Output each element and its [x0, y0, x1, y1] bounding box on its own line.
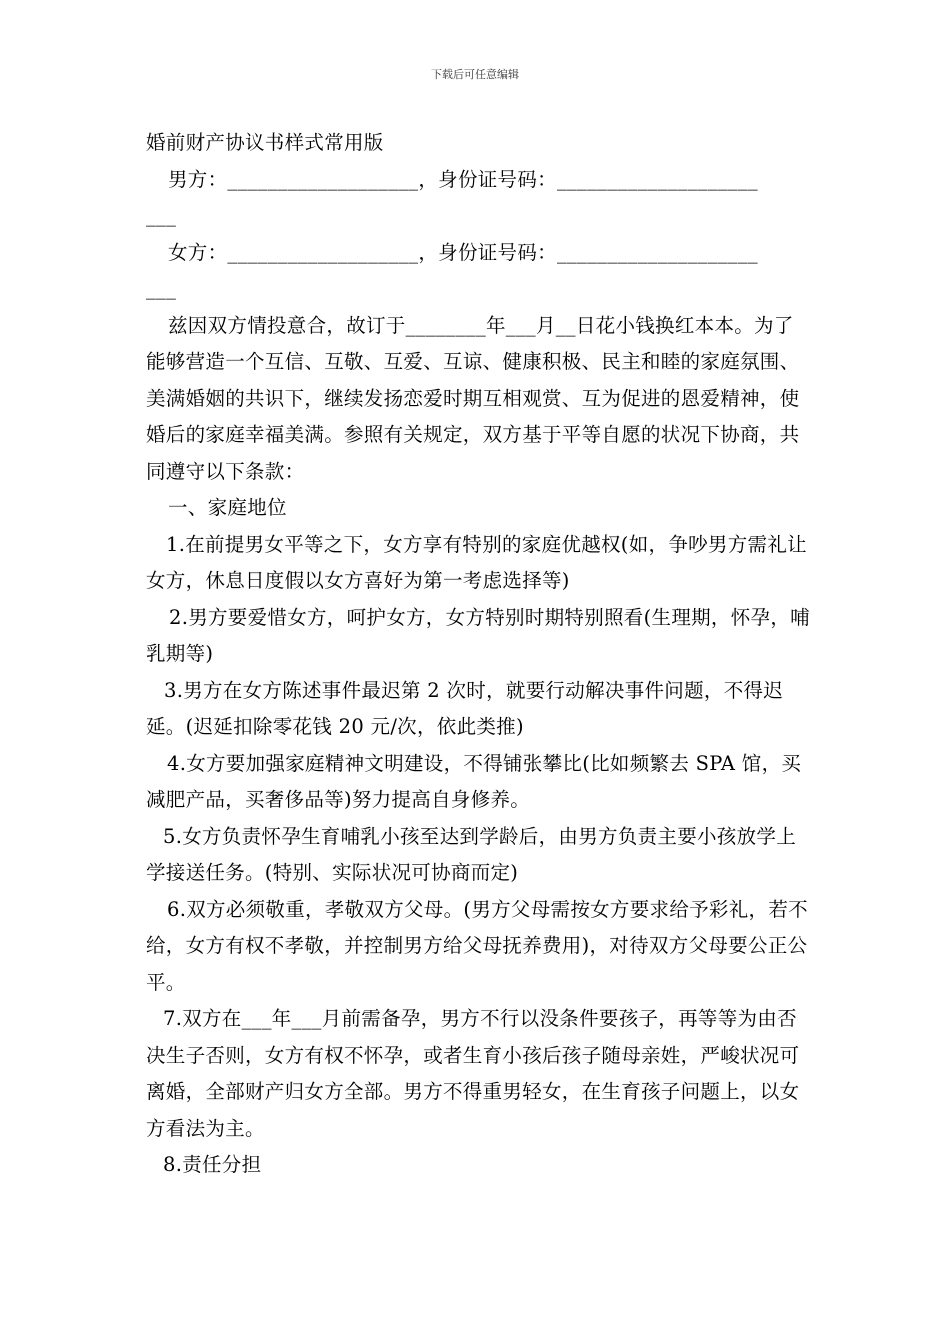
clause-1: 1.在前提男女平等之下，女方享有特别的家庭优越权(如，争吵男方需礼让女方，休息日度假以女方喜好为第一考虑选择等) [146, 532, 807, 592]
clause-4: 4.女方要加强家庭精神文明建设，不得铺张攀比(比如频繁去 SPA 馆，买减肥产品，买奢侈品等)努力提高自身修养。 [146, 751, 802, 811]
intro-paragraph: 兹因双方情投意合，故订于________年___月__日花小钱换红本本。为了能够营造一个互信、互敬、互爱、互谅、健康积极、民主和睦的家庭氛围、美满婚姻的共识下，继续发扬恋爱时期互相观赏、互为促进的恩爱精神，使婚后的家庭幸福美满。参照有关规定，双方基于平等自愿的状况下协商，共同遵守以下条款： [146, 313, 800, 483]
page-header: 下载后可任意编辑 [431, 68, 519, 81]
female-party-line: 女方：___________________，身份证号码：____________________ [168, 240, 758, 264]
male-party-line: 男方：___________________，身份证号码：____________________ [168, 167, 758, 191]
male-party-line-continued: ___ [146, 204, 177, 227]
clause-6: 6.双方必须敬重，孝敬双方父母。(男方父母需按女方要求给予彩礼，若不给，女方有权不孝敬，并控制男方给父母抚养费用)，对待双方父母要公正公平。 [146, 897, 808, 994]
section-heading-family-status: 一、家庭地位 [168, 496, 287, 519]
document-title: 婚前财产协议书样式常用版 [146, 131, 384, 154]
clause-8: 8.责任分担 [163, 1153, 262, 1176]
female-party-line-continued: ___ [146, 277, 177, 300]
clause-3: 3.男方在女方陈述事件最迟第 2 次时，就要行动解决事件问题，不得迟延。(迟延扣除零花钱 20 元/次，依此类推) [146, 678, 784, 738]
clause-2: 2.男方要爱惜女方，呵护女方，女方特别时期特别照看(生理期，怀孕，哺乳期等) [146, 605, 810, 665]
clause-7: 7.双方在___年___月前需备孕，男方不行以没条件要孩子，再等等为由否决生子否则，女方有权不怀孕，或者生育小孩后孩子随母亲姓，严峻状况可离婚，全部财产归女方全部。男方不得重男轻女，在生育孩子问题上，以女方看法为主。 [146, 1007, 800, 1140]
document-body [146, 125, 810, 1184]
clause-5: 5.女方负责怀孕生育哺乳小孩至达到学龄后，由男方负责主要小孩放学上学接送任务。(特别、实际状况可协商而定) [146, 824, 797, 884]
